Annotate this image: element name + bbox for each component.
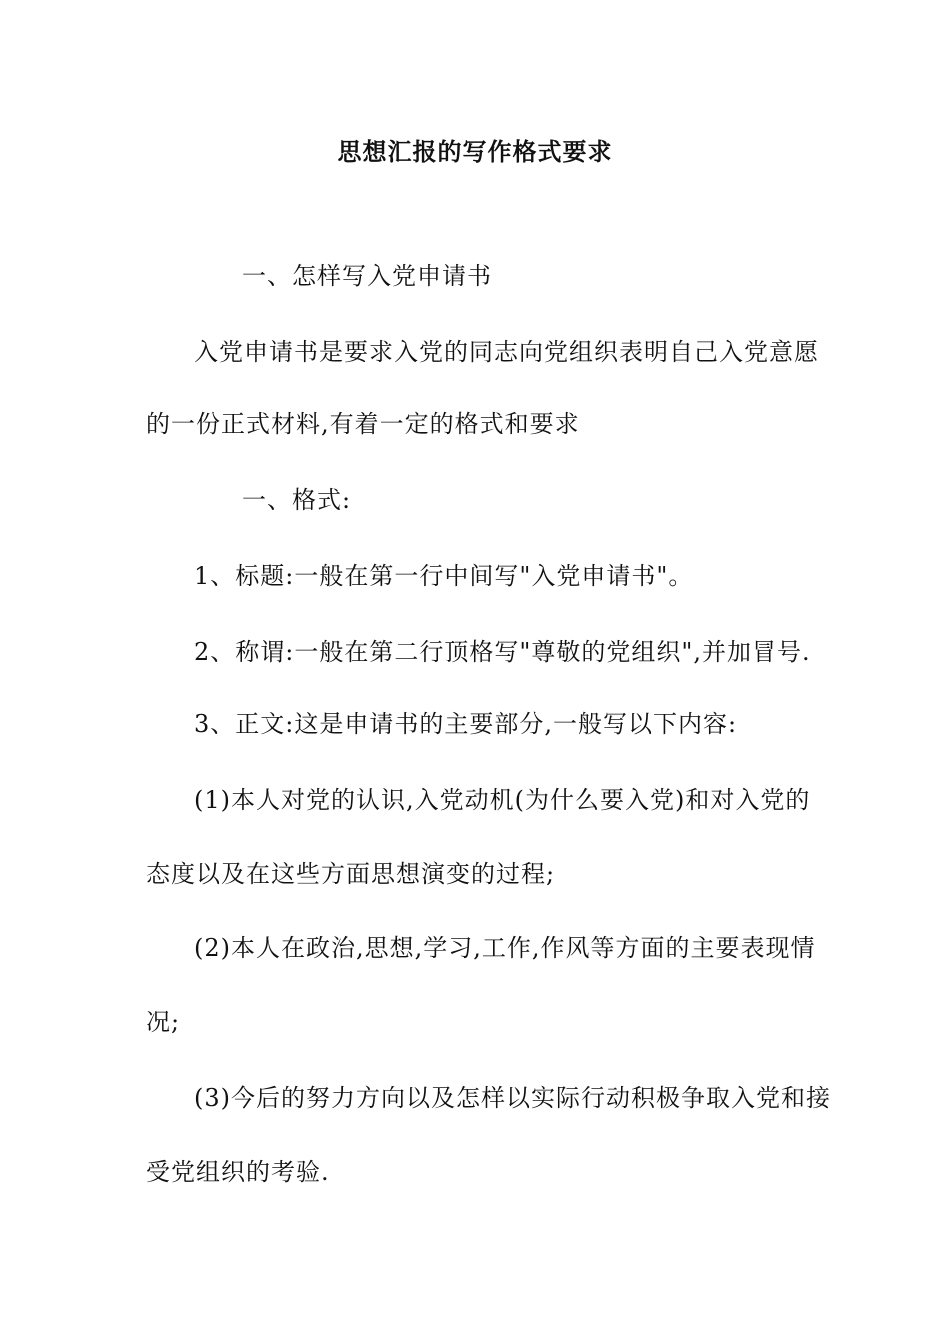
paragraph-line: 态度以及在这些方面思想演变的过程; [146, 860, 556, 888]
paragraph-line: (1)本人对党的认识,入党动机(为什么要入党)和对入党的 [194, 786, 811, 814]
paragraph-line: (3)今后的努力方向以及怎样以实际行动积极争取入党和接 [194, 1084, 831, 1112]
list-item-salutation: 2、称谓:一般在第二行顶格写"尊敬的党组织",并加冒号. [194, 638, 811, 666]
paragraph-line: (2)本人在政治,思想,学习,工作,作风等方面的主要表现情 [194, 934, 816, 962]
paragraph-line: 入党申请书是要求入党的同志向党组织表明自己入党意愿 [194, 338, 819, 366]
list-item-body: 3、正文:这是申请书的主要部分,一般写以下内容: [194, 710, 738, 738]
list-item-title: 1、标题:一般在第一行中间写"入党申请书"。 [194, 562, 694, 590]
document-title: 思想汇报的写作格式要求 [337, 138, 613, 166]
heading-how-to-write: 一、怎样写入党申请书 [242, 262, 492, 290]
heading-format: 一、格式: [242, 486, 352, 514]
paragraph-line: 况; [146, 1008, 181, 1036]
paragraph-line: 受党组织的考验. [146, 1158, 330, 1186]
paragraph-line: 的一份正式材料,有着一定的格式和要求 [146, 410, 580, 438]
